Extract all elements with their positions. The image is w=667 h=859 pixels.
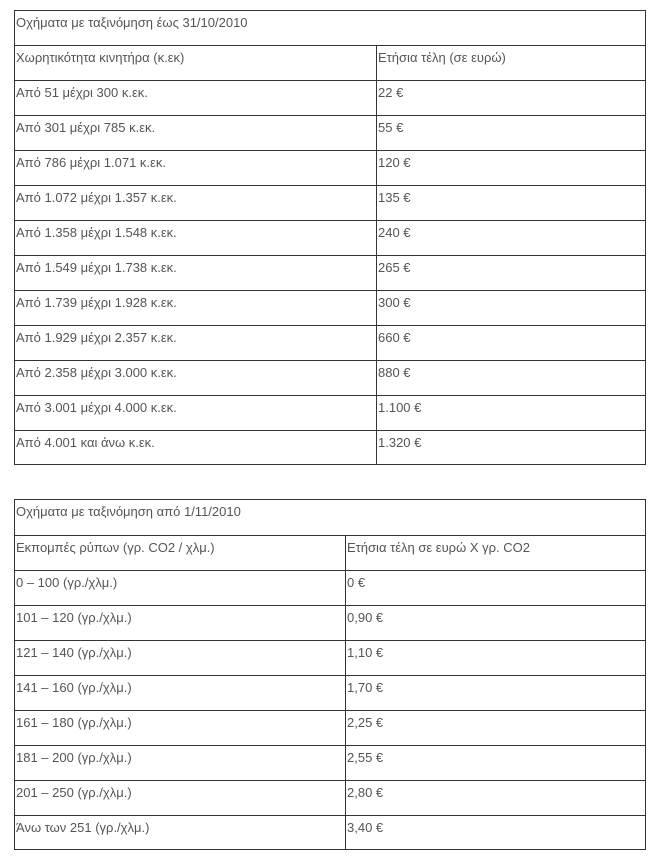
table-row — [15, 571, 646, 606]
row-fee-cell: 2,80 € — [346, 781, 646, 816]
table-header-row — [15, 46, 646, 81]
table-row — [15, 606, 646, 641]
table-title-row — [15, 500, 646, 536]
row-fee-cell: 880 € — [377, 361, 646, 396]
row-fee-cell: 22 € — [377, 81, 646, 116]
row-range-cell: Από 1.929 μέχρι 2.357 κ.εκ. — [15, 326, 377, 361]
row-range-cell: 0 – 100 (γρ./χλμ.) — [15, 571, 346, 606]
row-fee-cell: 135 € — [377, 186, 646, 221]
table-row — [15, 641, 646, 676]
table-title: Οχήματα με ταξινόμηση έως 31/10/2010 — [15, 11, 646, 46]
row-fee-cell: 0 € — [346, 571, 646, 606]
table-row — [15, 711, 646, 746]
table-title: Οχήματα με ταξινόμηση από 1/11/2010 — [15, 500, 646, 536]
row-range-cell: Από 3.001 μέχρι 4.000 κ.εκ. — [15, 396, 377, 431]
row-range-cell: Από 1.358 μέχρι 1.548 κ.εκ. — [15, 221, 377, 256]
row-range-cell: 181 – 200 (γρ./χλμ.) — [15, 746, 346, 781]
row-fee-cell: 3,40 € — [346, 816, 646, 850]
row-range-cell: Από 51 μέχρι 300 κ.εκ. — [15, 81, 377, 116]
row-range-cell: 161 – 180 (γρ./χλμ.) — [15, 711, 346, 746]
table-row — [15, 746, 646, 781]
row-range-cell: 141 – 160 (γρ./χλμ.) — [15, 676, 346, 711]
engine-capacity-fees-table — [14, 10, 646, 465]
row-range-cell: Από 4.001 και άνω κ.εκ. — [15, 431, 377, 465]
row-fee-cell: 300 € — [377, 291, 646, 326]
table-row — [15, 81, 646, 116]
column-header-emissions: Εκπομπές ρύπων (γρ. CO2 / χλμ.) — [15, 536, 346, 571]
row-fee-cell: 120 € — [377, 151, 646, 186]
row-fee-cell: 2,55 € — [346, 746, 646, 781]
column-header-engine-capacity: Χωρητικότητα κινητήρα (κ.εκ) — [15, 46, 377, 81]
table-row — [15, 431, 646, 465]
row-fee-cell: 1,10 € — [346, 641, 646, 676]
row-range-cell: 121 – 140 (γρ./χλμ.) — [15, 641, 346, 676]
table-header-row — [15, 536, 646, 571]
row-fee-cell: 1.320 € — [377, 431, 646, 465]
table-title-row — [15, 11, 646, 46]
row-range-cell: Άνω των 251 (γρ./χλμ.) — [15, 816, 346, 850]
table-row — [15, 291, 646, 326]
row-range-cell: Από 1.072 μέχρι 1.357 κ.εκ. — [15, 186, 377, 221]
table-row — [15, 816, 646, 850]
table-row — [15, 151, 646, 186]
row-range-cell: 201 – 250 (γρ./χλμ.) — [15, 781, 346, 816]
table-row — [15, 186, 646, 221]
row-range-cell: Από 2.358 μέχρι 3.000 κ.εκ. — [15, 361, 377, 396]
row-fee-cell: 1.100 € — [377, 396, 646, 431]
row-fee-cell: 660 € — [377, 326, 646, 361]
column-header-annual-fees: Ετήσια τέλη (σε ευρώ) — [377, 46, 646, 81]
row-range-cell: 101 – 120 (γρ./χλμ.) — [15, 606, 346, 641]
co2-emission-fees-table — [14, 499, 646, 850]
table-row — [15, 221, 646, 256]
row-fee-cell: 240 € — [377, 221, 646, 256]
row-range-cell: Από 301 μέχρι 785 κ.εκ. — [15, 116, 377, 151]
row-range-cell: Από 1.739 μέχρι 1.928 κ.εκ. — [15, 291, 377, 326]
row-range-cell: Από 786 μέχρι 1.071 κ.εκ. — [15, 151, 377, 186]
table-row — [15, 676, 646, 711]
row-fee-cell: 2,25 € — [346, 711, 646, 746]
row-fee-cell: 0,90 € — [346, 606, 646, 641]
table-row — [15, 326, 646, 361]
row-range-cell: Από 1.549 μέχρι 1.738 κ.εκ. — [15, 256, 377, 291]
row-fee-cell: 1,70 € — [346, 676, 646, 711]
table-row — [15, 396, 646, 431]
column-header-fee-per-gram: Ετήσια τέλη σε ευρώ Χ γρ. CO2 — [346, 536, 646, 571]
table-row — [15, 361, 646, 396]
row-fee-cell: 265 € — [377, 256, 646, 291]
table-row — [15, 116, 646, 151]
row-fee-cell: 55 € — [377, 116, 646, 151]
table-row — [15, 781, 646, 816]
table-row — [15, 256, 646, 291]
